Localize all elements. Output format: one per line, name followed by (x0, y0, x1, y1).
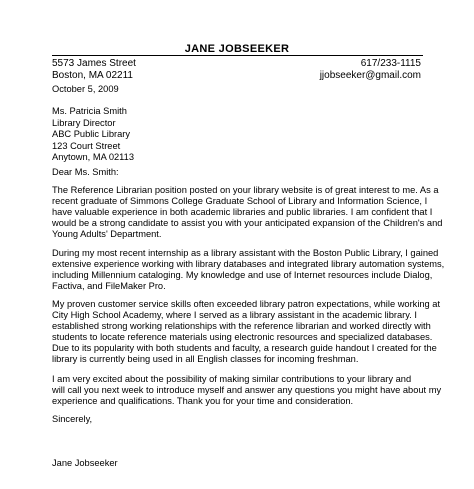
paragraph-service-skills: My proven customer service skills often exceeded library patron expectations, while working at City High School Academy, where I served as a library assistant in the academic library. I established strong working relationships with the reference librarian and worked directly with students to locate reference materials using electronic resources and specialized databases. Due to its popularity with both students and faculty, a research guide handout I created for the library is currently being used in all English classes for incoming freshman. (52, 299, 441, 364)
closing: Sincerely, (52, 414, 93, 424)
sender-street: 5573 James Street (52, 58, 136, 69)
sender-email: jjobseeker@gmail.com (319, 70, 421, 81)
sender-address (52, 58, 136, 82)
letter-date: October 5, 2009 (52, 84, 119, 94)
sender-contact (320, 58, 421, 82)
sender-city: Boston, MA 02211 (52, 70, 133, 81)
paragraph-experience: During my most recent internship as a library assistant with the Boston Public Library, I gained extensive experience working with library databases and integrated library automation systems, including Millennium cataloging. My knowledge and use of Internet resources include Dialog, Factiva, and FileMaker Pro. (52, 248, 445, 291)
sender-phone: 617/233-1115 (360, 58, 421, 69)
salutation: Dear Ms. Smith: (52, 167, 119, 177)
recipient-name: Ms. Patricia Smith (52, 106, 127, 116)
recipient-address (52, 106, 432, 164)
recipient-title: Library Director (52, 117, 116, 128)
recipient-street: 123 Court Street (52, 140, 121, 151)
letterhead-divider (52, 55, 423, 56)
sender-name-heading: JANE JOBSEEKER (184, 43, 290, 55)
paragraph-closing: I am very excited about the possibility of making similar contributions to your library and will call you next week to introduce myself and answer any questions you might have about my experience and qualifications. Thank you for your time and consideration. (52, 374, 442, 406)
recipient-organization: ABC Public Library (52, 129, 131, 140)
paragraph-opening: The Reference Librarian position posted on your library website is of great interest to me. As a recent graduate of Simmons College Graduate School of Library and Information Science, I have valuable experience in both academic libraries and public libraries. I am confident that I would be a strong candidate to assist you with your anticipated expansion of the Children's and Young Adults' Department. (52, 185, 443, 239)
signature-name: Jane Jobseeker (52, 458, 118, 468)
recipient-city: Anytown, MA 02113 (52, 152, 135, 163)
